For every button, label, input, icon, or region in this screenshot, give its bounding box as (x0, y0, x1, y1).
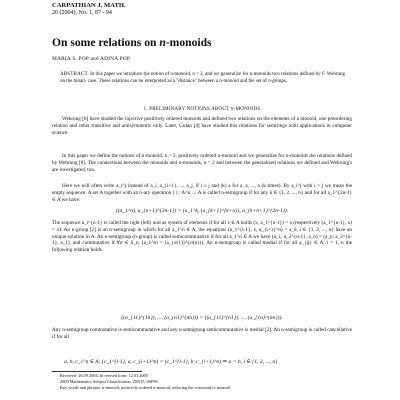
title-prefix: On some relations on (52, 36, 160, 49)
paragraph-2: In this paper we define the notions of n-monoid, n > 2, positively ordered n-monoid and we generalize for n-monoids the relations defined by Wehrung [8]. The connections between the monoids and n-monoids, n > 2 and between the generalized relations we defined and Wehrung's are investigated, too. (52, 153, 352, 173)
equation-cancellative: a, b, c_1^n ∈ A; (c_1^{i-1}, a, c_{i+1}^n) = (c_1^{i-1}, b, c_{i+1}^n) ⇒ a = b, i ∈ {1, 2, ..., n} (64, 359, 278, 365)
equation-associativity: ((a_1^n), a_{n+1}^{2n-1}) = (a_1^k, (a_{k+1}^{k+n}), a_{k+n+1}^{2n-1}). (115, 208, 289, 214)
section-heading: 1. PRELIMINARY NOTIONS ABOUT n-MONOIDS (143, 107, 261, 112)
footnote-divider (52, 371, 142, 372)
footnote-msc: 2000 Mathematics Subject Classification. 20N15, 06F99. (60, 379, 159, 384)
abstract-label: ABSTRACT. (60, 72, 89, 77)
footnote-received: Received: 26.09.2004; In revised form: 12.01.2005 (60, 373, 148, 378)
paragraph-1: Wehrung [8] have studied the injective positively ordered monoids and defined two relations on the elements of a monoid, one preordering relation and other transitive and antisymmetric only. Later, Golan [4] have studied this relations for semirings with applications in computer science. (52, 116, 352, 136)
paragraph-3: Here we will often write a_i^j instead of a_i, a_{i+1}, ..., a_j, if i ≤ j and (k) a for a, a, ..., a (k times). By a_i^j with i > j we mean the empty sequence. A set A together with an n-ary operation ( ) : A^n → A is called n-semigroup if for any k ∈ {1, 2, ..., n} and for all a_1^{2n-1} ∈ A we have: (52, 183, 352, 203)
abstract (60, 72, 345, 85)
paper-authors: MARIA S. POP and ADINA POP (52, 56, 131, 62)
paragraph-4: The sequence a_i^{n-1} is called the right (left) unit as system of elements if for all x ∈ A holds (x, a_1^{n-1}) = x (respectively (a_1^{n-1}, x) = x). An n-group [2] is an n-semigroup in which for all a_1^n ∈ A, the equations (a_1^{i-1}, x, a_{i+1}^n) = a_0, i ∈ {1, 2, ..., n} have an unique solution in A. An n-semigroup (n-group) is called semicommutative if for all a_1^n ∈ A we have (a_1, a_2^{n-1}, a_n) = (a_n, a_2^{n-1}, a_1), and commutative if ∀σ ∈ S_n, (a_1^n) = (a_{σ(1)}^{σ(n)}). An n-semigroup is called medial if for all a_{ij} ∈ A; i = 1, n the following relation holds (52, 220, 352, 254)
abstract-text: In this paper we introduce the notion of n-monoid, n > 2, and we generalize for n-monoids two relations defined by F. Wehrung on the binary case. These relations can be interpreted as a "distance" between a n-monoid and the set of n-groups. (60, 72, 346, 84)
title-suffix: -monoids (165, 36, 212, 49)
journal-name: CARPATHIAN J. MATH. (52, 2, 126, 9)
footnote-keywords: Key words and phrases. n-monoid, positively ordered n-monoid, reducing the n-monoid to monoid. (60, 385, 231, 390)
paper-title (52, 36, 212, 49)
journal-volume: 20 (2004), No. 1, 87 - 94 (52, 10, 112, 16)
paragraph-5: Any n-semigroup commutative is semicommutative and any n-semigroup semicommutative is medial [2]. An n-semigroup is called cancellative if for all (52, 327, 352, 340)
equation-medial: ((a_{11}^{1n}), ..., (a_{n1}^{nn})) = ((a_{11}^{n1}), ..., (a_{1n}^{nn})). (121, 315, 283, 321)
title-variable: n (159, 36, 166, 49)
